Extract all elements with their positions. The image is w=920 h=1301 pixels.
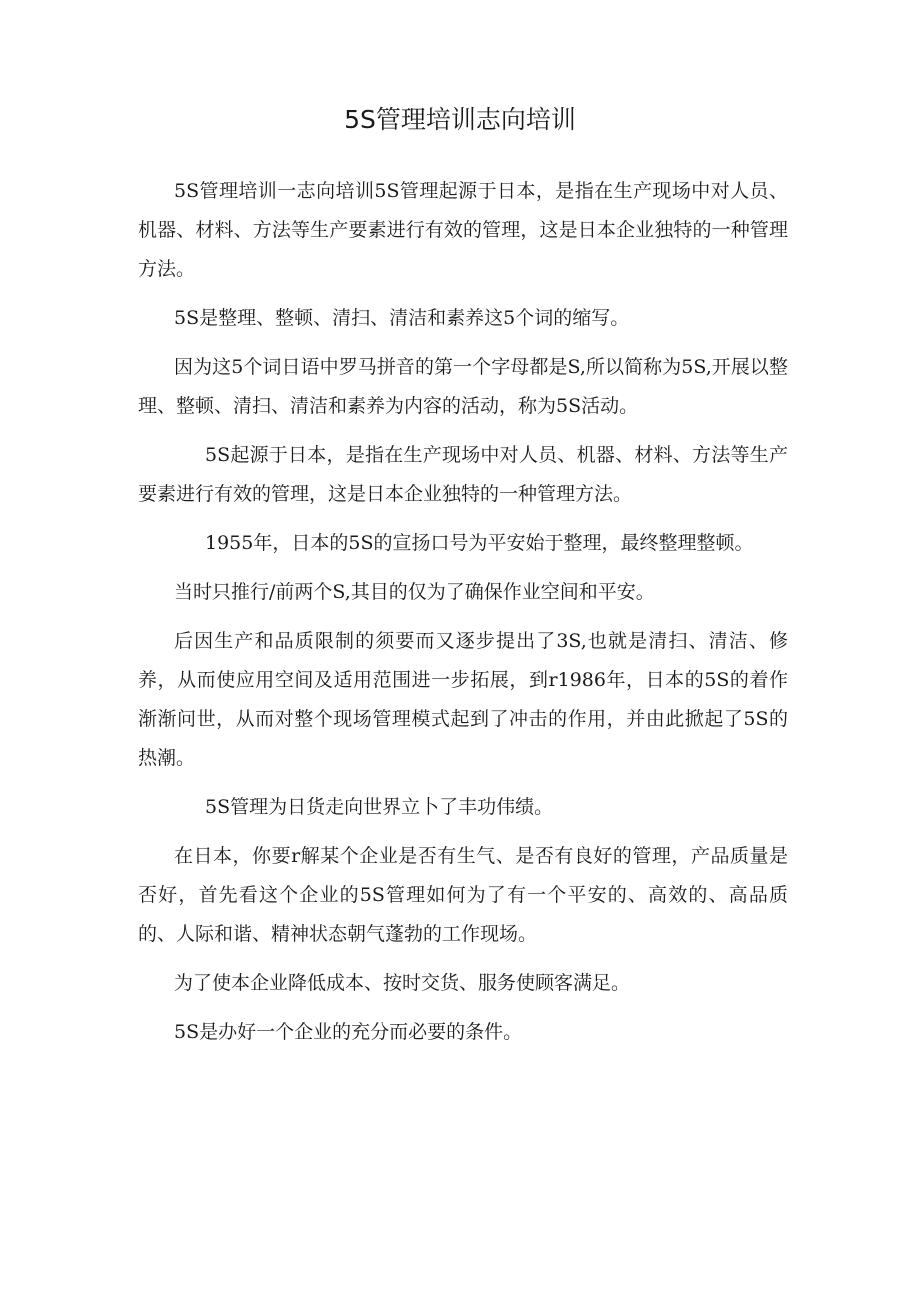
paragraph-4: 5S起源于日本，是指在生产现场中对人员、机器、材料、方法等生产要素进行有效的管理，这是日本企业独特的一种管理方法。 <box>138 444 788 505</box>
paragraph-2: 5S是整理、整顿、清扫、清洁和素养这5个词的缩写。 <box>174 307 630 329</box>
paragraph-10: 为了使本企业降低成本、按时交货、服务使顾客满足。 <box>174 972 631 994</box>
paragraph-11: 5S是办好一个企业的充分而必要的条件。 <box>174 1021 523 1043</box>
paragraph-6: 当时只推行/前两个S,其目的仅为了确保作业空间和平安。 <box>174 581 655 603</box>
document-title: 5S管理培训志向培训 <box>344 105 576 134</box>
paragraph-8: 5S管理为日货走向世界立卜了丰功伟绩。 <box>205 796 554 818</box>
paragraph-9: 在日本，你要r解某个企业是否有生气、是否有良好的管理，产品质量是否好，首先看这个企业的5S管理如何为了有一个平安的、高效的、高品质的、人际和谐、精神状态朝气蓬勃的工作现场。 <box>138 845 788 945</box>
paragraph-7: 后因生产和品质限制的须要而又逐步提出了3S,也就是清扫、清洁、修养，从而使应用空间及适用范围进一步拓展，到r1986年，日本的5S的着作渐渐问世，从而对整个现场管理模式起到了冲击的作用，并由此掀起了5S的热潮。 <box>138 630 788 769</box>
document-body <box>138 172 788 1062</box>
paragraph-1: 5S管理培训一志向培训5S管理起源于日本，是指在生产现场中对人员、机器、材料、方法等生产要素进行有效的管理，这是日本企业独特的一种管理方法。 <box>138 180 788 280</box>
paragraph-5: 1955年，日本的5S的宣扬口号为平安始于整理，最终整理整顿。 <box>205 532 754 554</box>
paragraph-3: 因为这5个词日语中罗马拼音的第一个字母都是S,所以简称为5S,开展以整理、整顿、清扫、清洁和素养为内容的活动，称为5S活动。 <box>138 356 788 417</box>
